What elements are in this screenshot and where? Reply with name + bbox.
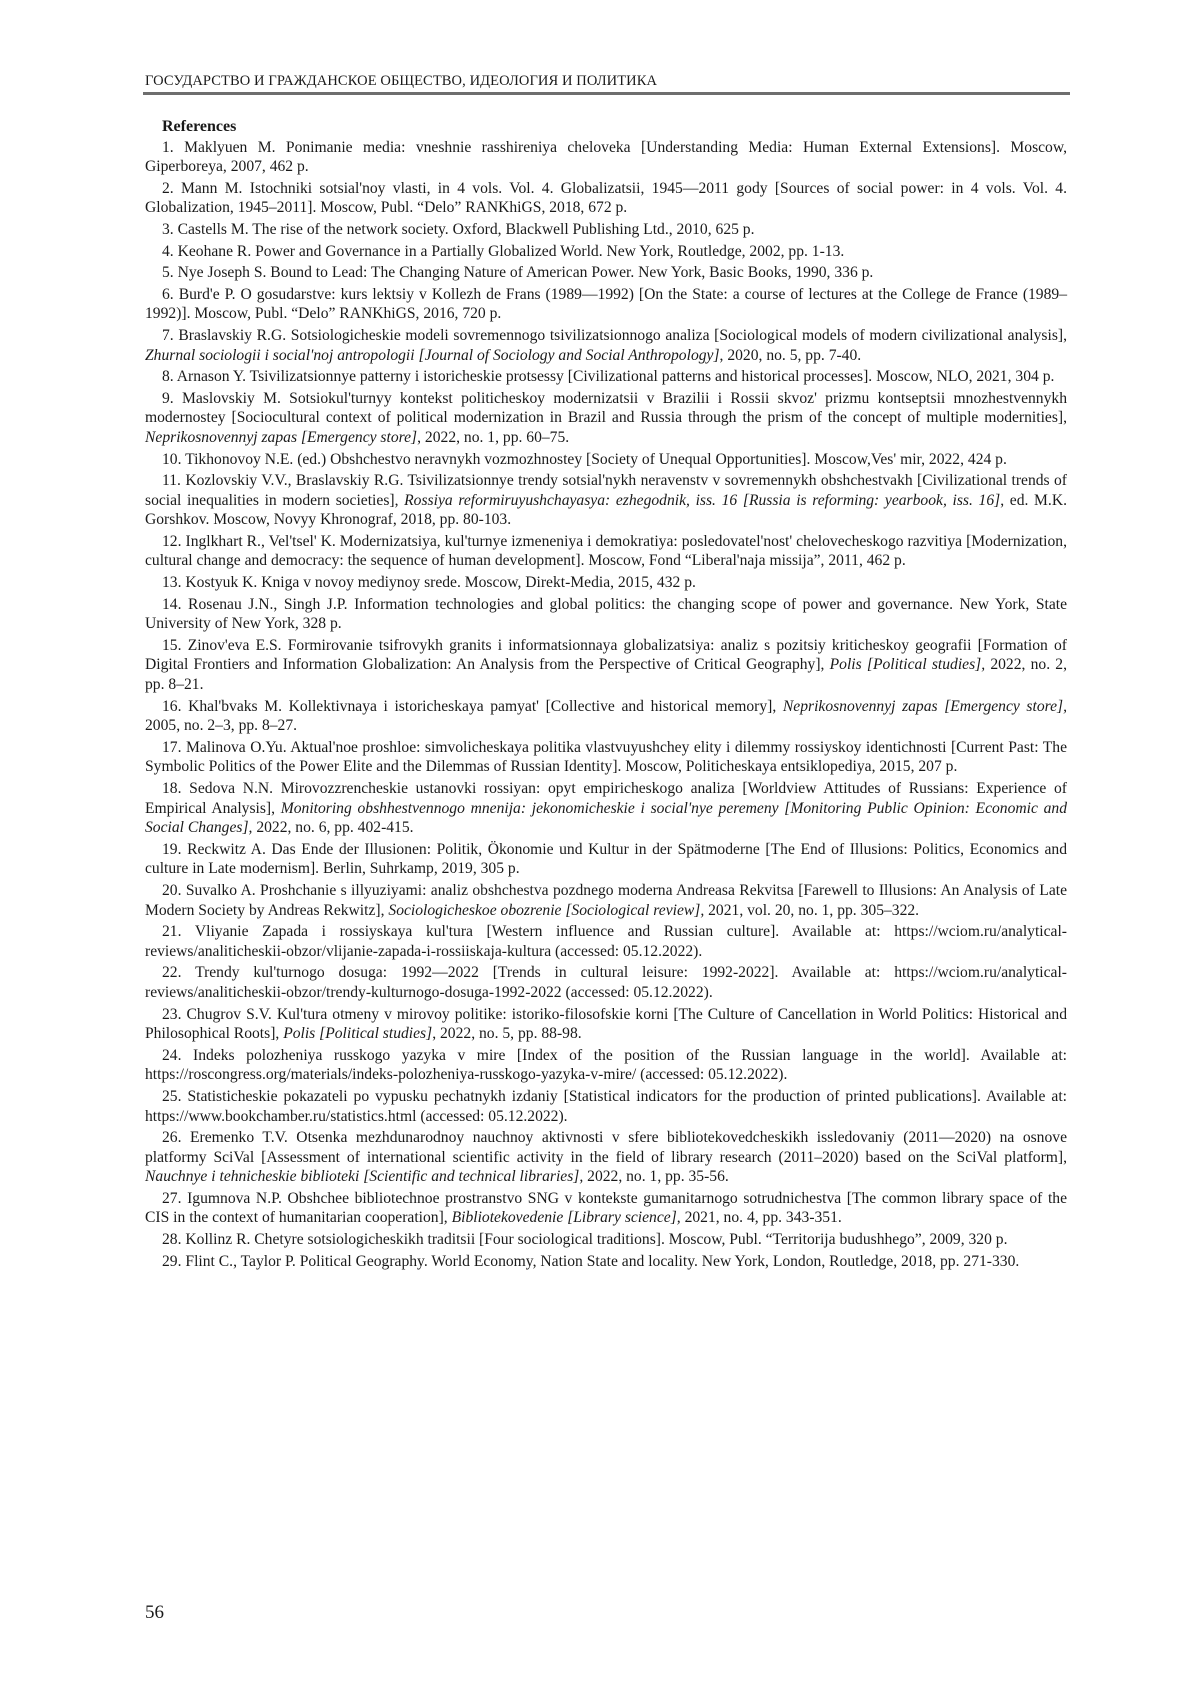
reference-number: 23.: [162, 1005, 182, 1023]
reference-text: Castells M. The rise of the network society. Oxford, Blackwell Publishing Ltd., 2010, 625 p.: [177, 220, 755, 238]
reference-number: 15.: [162, 636, 182, 654]
reference-number: 3.: [162, 220, 174, 238]
reference-item: [145, 595, 1067, 634]
reference-item: [145, 922, 1067, 961]
reference-text: Trendy kul'turnogo dosuga: 1992—2022 [Trends in cultural leisure: 1992-2022]. Available at: https://wciom.ru/analytical-reviews/analiticheskii-obzor/trendy-kulturnogo-dosuga-1992-2022 (accessed: 05.12.2022).: [145, 964, 1067, 1001]
reference-text: Nye Joseph S. Bound to Lead: The Changing Nature of American Power. New York, Basic Books, 1990, 336 p.: [177, 264, 874, 282]
reference-item: [145, 1252, 1067, 1272]
reference-number: 19.: [162, 840, 182, 858]
reference-number: 6.: [162, 285, 174, 303]
reference-item: [145, 738, 1067, 777]
references-heading: References: [162, 118, 237, 135]
reference-number: 13.: [162, 574, 182, 592]
reference-text: Chugrov S.V. Kul'tura otmeny v mirovoy politike: istoriko-filosofskie korni [The Culture of Cancellation in World Politics: Historical and Philosophical Roots],: [145, 1005, 1067, 1043]
reference-item: [145, 532, 1067, 571]
reference-number: 12.: [162, 532, 182, 550]
reference-text: Statisticheskie pokazateli po vypusku pechatnykh izdaniy [Statistical indicators for the production of printed publications]. Available at: https://www.bookchamber.ru/statistics.html (accessed: 05.12.2022).: [145, 1087, 1067, 1125]
reference-source-title: Sociologicheskoe obozrenie [Sociological review],: [388, 901, 705, 919]
reference-item: [145, 1230, 1067, 1250]
reference-text: Reckwitz A. Das Ende der Illusionen: Politik, Ökonomie und Kultur in der Spätmoderne [The End of Illusions: Politics, Economics and culture in Late modernism]. Berlin, Suhrkamp, 2019, 305 p.: [145, 840, 1067, 878]
reference-text: Keohane R. Power and Governance in a Partially Globalized World. New York, Routledge, 2002, pp. 1-13.: [177, 242, 845, 260]
reference-source-title: Polis [Political studies],: [829, 656, 986, 674]
reference-text: Vliyanie Zapada i rossiyskaya kul'tura [Western influence and Russian culture]. Available at: https://wciom.ru/analytical-reviews/analiticheskii-obzor/vlijanie-zapada-i-rossiiskaja-kultura (accessed: 05.12.2022).: [145, 923, 1067, 960]
reference-text: Igumnova N.P. Obshchee bibliotechnoe prostranstvo SNG v kontekste gumanitarnogo sotrudnichestva [The common library space of the CIS in the context of humanitarian cooperation],: [145, 1189, 1068, 1227]
reference-number: 5.: [162, 264, 174, 282]
reference-text: Inglkhart R., Vel'tsel' K. Modernizatsiya, kul'turnye izmeneniya i demokratiya: posledovatel'nost' chelovecheskogo razvitiya [Modernization, cultural change and democracy: the sequence of human development]. Moscow, Fond “Liberal'naja missija”, 2011, 462 p.: [145, 532, 1067, 570]
reference-text: Sedova N.N. Mirovozzrencheskie ustanovki rossiyan: opyt empiricheskogo analiza [Worldview Attitudes of Russians: Experience of Empirical Analysis],: [145, 780, 1067, 817]
reference-details: , 2020, no. 5, pp. 7-40.: [719, 346, 862, 364]
reference-item: [145, 881, 1067, 920]
reference-number: 4.: [162, 242, 174, 260]
reference-text: Kollinz R. Chetyre sotsiologicheskikh traditsii [Four sociological traditions]. Moscow, Publ. “Territorija budushhego”, 2009, 320 p.: [185, 1231, 1008, 1249]
reference-number: 1.: [162, 138, 174, 156]
reference-item: [145, 242, 1067, 262]
reference-number: 7.: [162, 326, 174, 344]
reference-number: 21.: [162, 923, 182, 941]
reference-item: [145, 450, 1067, 470]
reference-text: Khal'bvaks M. Kollektivnaya i istoricheskaya pamyat' [Collective and historical memory],: [188, 697, 783, 715]
reference-number: 24.: [162, 1046, 182, 1064]
reference-text: Tikhonovoy N.E. (ed.) Obshchestvo neravnykh vozmozhnostey [Society of Unequal Opportunities]. Moscow,Ves' mir, 2022, 424 p.: [185, 450, 1007, 468]
reference-number: 14.: [162, 595, 182, 613]
reference-text: Kostyuk K. Kniga v novoy mediynoy srede. Moscow, Direkt-Media, 2015, 432 p.: [185, 574, 696, 592]
reference-item: [145, 1005, 1067, 1044]
reference-text: Flint C., Taylor P. Political Geography. World Economy, Nation State and locality. New York, London, Routledge, 2018, pp. 271-330.: [185, 1252, 1020, 1270]
reference-number: 25.: [162, 1087, 182, 1105]
references-section: [145, 117, 1067, 1273]
reference-source-title: Bibliotekovedenie [Library science],: [451, 1209, 681, 1227]
reference-text: Burd'e P. O gosudarstve: kurs lektsiy v Kollezh de Frans (1989—1992) [On the State: a course of lectures at the College de France (1989–1992)]. Moscow, Publ. “Delo” RANKhiGS, 2016, 720 p.: [145, 285, 1067, 323]
reference-number: 10.: [162, 450, 182, 468]
reference-item: [145, 138, 1067, 177]
reference-item: [145, 263, 1067, 283]
reference-text: Maklyuen M. Ponimanie media: vneshnie rasshireniya cheloveka [Understanding Media: Human External Extensions]. Moscow, Giperboreya, 2007, 462 p.: [145, 138, 1068, 176]
reference-list: [145, 138, 1067, 1272]
reference-number: 2.: [162, 179, 174, 197]
reference-source-title: Monitoring obshhestvennogo mnenija: jekonomicheskie i social'nye peremeny [Monitoring Public Opinion: Economic and Social Changes],: [145, 799, 1067, 837]
reference-item: [145, 326, 1067, 365]
reference-text: Eremenko T.V. Otsenka mezhdunarodnoy nauchnoy aktivnosti v sfere bibliotekovedcheskikh issledovaniy (2011—2020) na osnove platformy SciVal [Assessment of international scientific activity in the field of library research (2011–2020) based on the SciVal platform],: [145, 1129, 1067, 1166]
reference-item: [145, 840, 1067, 879]
reference-number: 27.: [162, 1189, 182, 1207]
reference-number: 9.: [162, 389, 174, 407]
reference-number: 29.: [162, 1252, 182, 1270]
reference-item: [145, 389, 1067, 448]
reference-text: Zinov'eva E.S. Formirovanie tsifrovykh granits i informatsionnaya globalizatsiya: analiz s pozitsiy kriticheskoy geografii [Formation of Digital Frontiers and Information Globalization: An Analysis from the Perspective of Critical Geography],: [145, 636, 1067, 674]
reference-details: 2021, vol. 20, no. 1, pp. 305–322.: [704, 901, 920, 919]
reference-item: [145, 779, 1067, 838]
reference-number: 18.: [162, 780, 182, 797]
reference-text: Mann M. Istochniki sotsial'noy vlasti, in 4 vols. Vol. 4. Globalizatsii, 1945—2011 gody [Sources of social power: in 4 vols. Vol. 4. Globalization, 1945–2011]. Moscow, Publ. “Delo” RANKhiGS, 2018, 672 p.: [145, 179, 1067, 217]
reference-source-title: Polis [Political studies]: [283, 1025, 433, 1043]
reference-item: [145, 1128, 1067, 1187]
header-divider: [143, 92, 1070, 95]
reference-source-title: Nauchnye i tehnicheskie biblioteki [Scientific and technical libraries],: [145, 1168, 584, 1186]
reference-details: 2022, no. 1, pp. 35-56.: [583, 1168, 729, 1186]
reference-item: [145, 285, 1067, 324]
reference-item: [145, 367, 1067, 387]
reference-text: Maslovskiy M. Sotsiokul'turnyy kontekst politicheskoy modernizatsii v Brazilii i Rossii skvoz' prizmu kontseptsii mnozhestvennykh modernostey [Sociocultural context of political modernization in Brazil and Russia through the prism of the concept of multiple modernities],: [145, 389, 1067, 427]
reference-number: 11.: [162, 472, 181, 490]
reference-item: [145, 963, 1067, 1002]
running-header-title: ГОСУДАРСТВО И ГРАЖДАНСКОЕ ОБЩЕСТВО, ИДЕОЛОГИЯ И ПОЛИТИКА: [145, 73, 658, 89]
reference-number: 26.: [162, 1129, 182, 1147]
reference-item: [145, 1046, 1067, 1085]
reference-item: [145, 697, 1067, 736]
reference-text: Braslavskiy R.G. Sotsiologicheskie modeli sovremennogo tsivilizatsionnogo analiza [Sociological models of modern civilizational analysis],: [178, 326, 1067, 344]
reference-text: Malinova O.Yu. Aktual'noe proshloe: simvolicheskaya politika vlastvuyushchey elity i dilemmy rossiyskoy identichnosti [Current Past: The Symbolic Politics of the Power Elite and the Dilemmas of Russian Identity]. Moscow, Politicheskaya entsiklopediya, 2015, 207 p.: [145, 738, 1067, 776]
reference-text: Kozlovskiy V.V., Braslavskiy R.G. Tsivilizatsionnye trendy sotsial'nykh neravenstv v sovremennykh obshchestvakh [Civilizational trends of social inequalities in modern societies],: [145, 472, 1067, 509]
reference-number: 8.: [162, 368, 174, 386]
reference-details: 2005, no. 2–3, pp. 8–27.: [145, 717, 298, 735]
reference-item: [145, 471, 1067, 530]
reference-source-title: Rossiya reformiruyushchayasya: ezhegodnik, iss. 16 [Russia is reforming: yearbook, iss. 16]: [404, 491, 1001, 509]
reference-details: 2021, no. 4, pp. 343-351.: [680, 1209, 842, 1227]
reference-item: [145, 1087, 1067, 1126]
reference-item: [145, 220, 1067, 240]
page-number: 56: [145, 1602, 164, 1623]
reference-details: , 2022, no. 1, pp. 60–75.: [417, 428, 570, 446]
reference-item: [145, 636, 1067, 695]
reference-source-title: Neprikosnovennyj zapas [Emergency store],: [782, 697, 1067, 715]
reference-item: [145, 573, 1067, 593]
reference-number: 28.: [162, 1231, 182, 1249]
reference-text: Indeks polozheniya russkogo yazyka v mire [Index of the position of the Russian language in the world]. Available at: https://roscongress.org/materials/indeks-polozheniya-russkogo-yazyka-v-mire/ (accessed: 05.12.2022).: [145, 1046, 1067, 1084]
reference-item: [145, 1189, 1067, 1228]
reference-number: 16.: [162, 697, 182, 715]
reference-text: Rosenau J.N., Singh J.P. Information technologies and global politics: the changing scope of power and governance. New York, State University of New York, 328 p.: [145, 595, 1068, 633]
reference-text: Suvalko A. Proshchanie s illyuziyami: analiz obshchestva pozdnego moderna Andreasa Rekvitsa [Farewell to Illusions: An Analysis of Late Modern Society by Andreas Rekwitz],: [145, 881, 1067, 919]
reference-number: 22.: [162, 964, 182, 982]
reference-source-title: Neprikosnovennyj zapas [Emergency store]: [145, 428, 418, 446]
reference-number: 20.: [162, 881, 182, 899]
reference-details: 2022, no. 2, pp. 8–21.: [145, 656, 1067, 694]
reference-text: Arnason Y. Tsivilizatsionnye patterny i istoricheskie protsessy [Civilizational patterns and historical processes]. Moscow, NLO, 2021, 304 p.: [176, 368, 1055, 386]
reference-item: [145, 179, 1067, 218]
reference-source-title: Zhurnal sociologii i social'noj antropologii [Journal of Sociology and Social Anthropology]: [145, 346, 720, 364]
reference-details: , 2022, no. 5, pp. 88-98.: [432, 1025, 582, 1043]
reference-details: , ed. M.K. Gorshkov. Moscow, Novyy Khronograf, 2018, pp. 80-103.: [145, 491, 1067, 529]
reference-number: 17.: [162, 738, 182, 756]
reference-details: 2022, no. 6, pp. 402-415.: [252, 819, 414, 837]
